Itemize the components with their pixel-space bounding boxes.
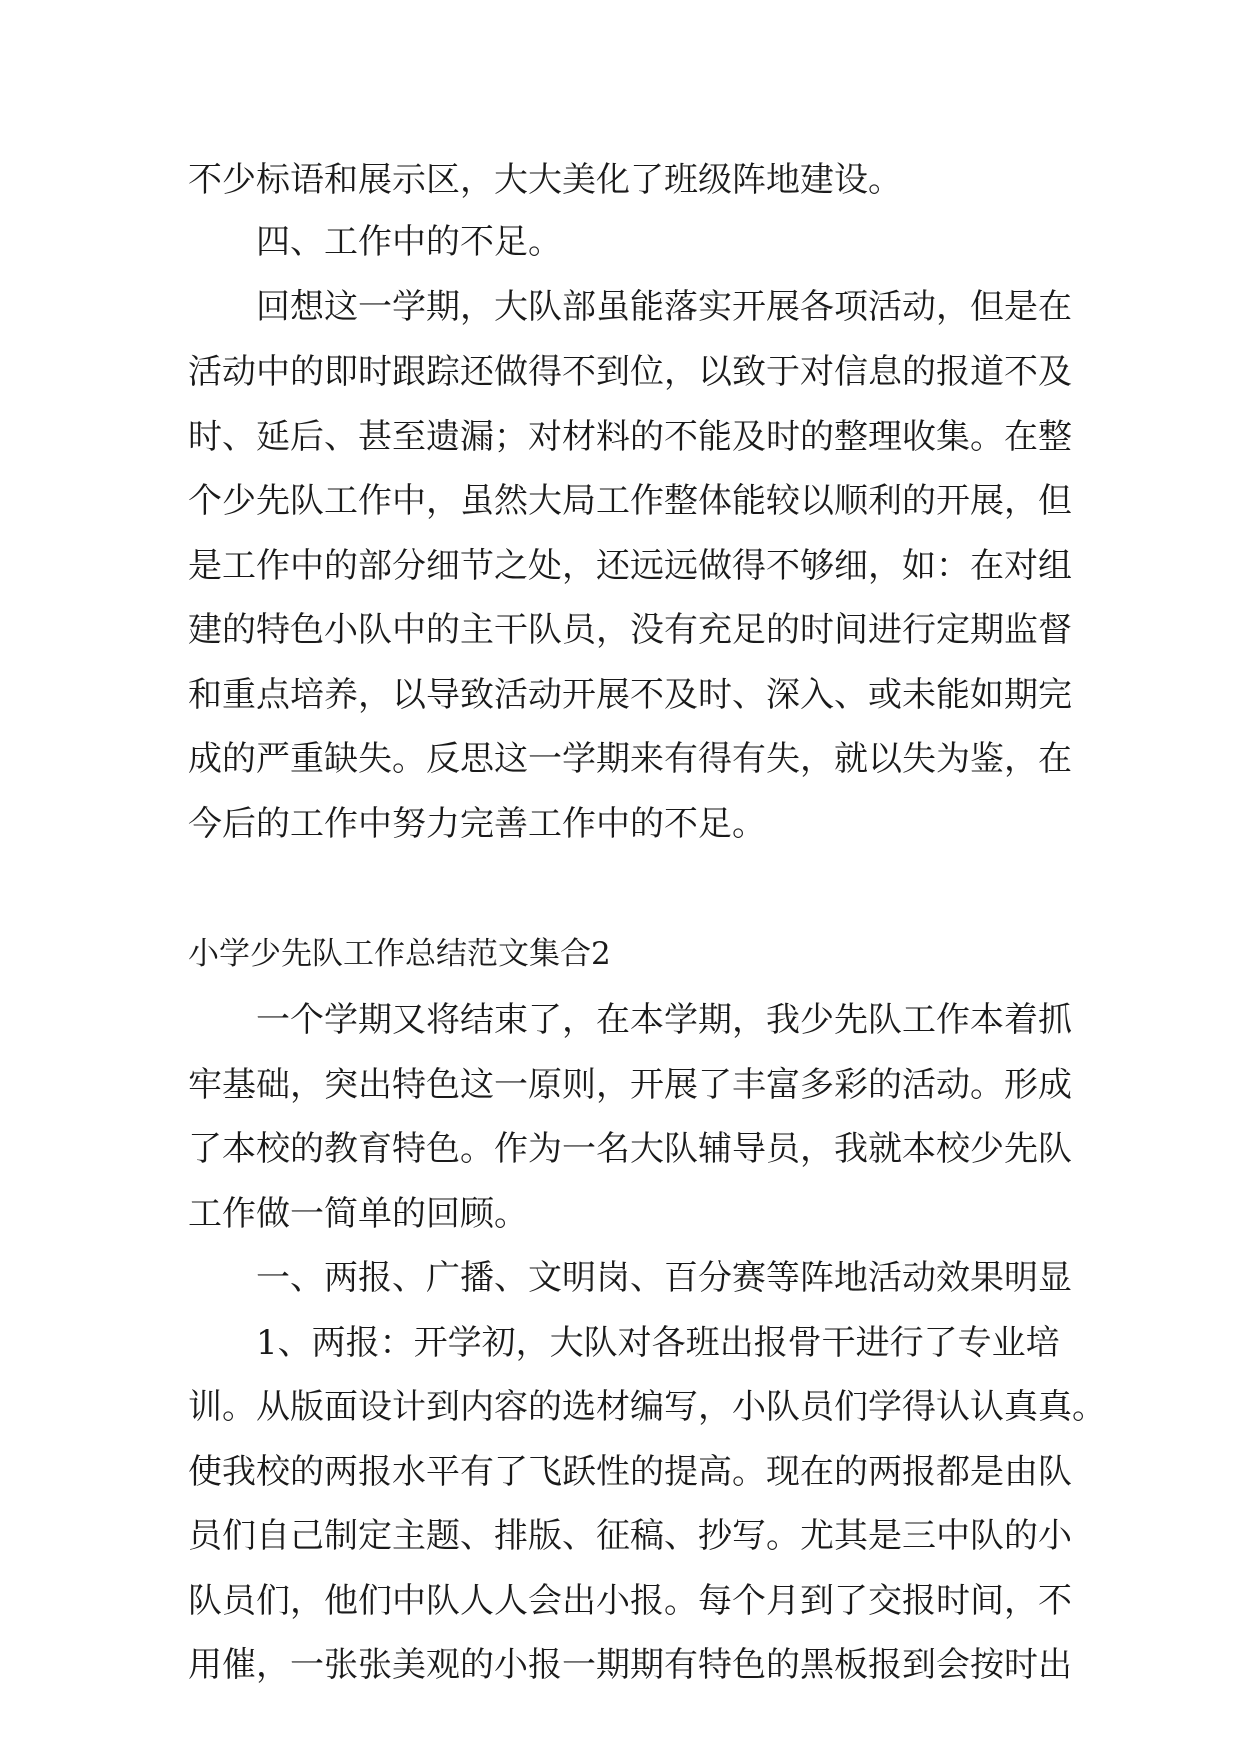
paragraph-line: 训。从版面设计到内容的选材编写，小队员们学得认认真真。 bbox=[188, 1387, 1106, 1427]
paragraph-line: 一个学期又将结束了，在本学期，我少先队工作本着抓 bbox=[256, 1000, 1072, 1040]
paragraph-line: 和重点培养，以导致活动开展不及时、深入、或未能如期完 bbox=[188, 675, 1072, 715]
paragraph-line: 时、延后、甚至遗漏；对材料的不能及时的整理收集。在整 bbox=[188, 417, 1072, 457]
paragraph-line: 队员们，他们中队人人会出小报。每个月到了交报时间，不 bbox=[188, 1581, 1072, 1621]
paragraph-line: 用催，一张张美观的小报一期期有特色的黑板报到会按时出 bbox=[188, 1645, 1072, 1685]
paragraph-line: 成的严重缺失。反思这一学期来有得有失，就以失为鉴，在 bbox=[188, 739, 1072, 779]
paragraph-line: 今后的工作中努力完善工作中的不足。 bbox=[188, 804, 766, 844]
paragraph-line: 建的特色小队中的主干队员，没有充足的时间进行定期监督 bbox=[188, 610, 1072, 650]
paragraph-line: 不少标语和展示区，大大美化了班级阵地建设。 bbox=[188, 160, 902, 200]
paragraph-line: 了本校的教育特色。作为一名大队辅导员，我就本校少先队 bbox=[188, 1129, 1072, 1169]
paragraph-line: 使我校的两报水平有了飞跃性的提高。现在的两报都是由队 bbox=[188, 1452, 1072, 1492]
paragraph-line: 是工作中的部分细节之处，还远远做得不够细，如：在对组 bbox=[188, 546, 1072, 586]
paragraph-line: 1、两报：开学初，大队对各班出报骨干进行了专业培 bbox=[256, 1323, 1060, 1363]
paragraph-line: 工作做一简单的回顾。 bbox=[188, 1194, 528, 1234]
section-heading-shortcomings: 四、工作中的不足。 bbox=[256, 222, 562, 262]
section-heading-activities: 一、两报、广播、文明岗、百分赛等阵地活动效果明显 bbox=[256, 1258, 1072, 1298]
paragraph-line: 个少先队工作中，虽然大局工作整体能较以顺利的开展，但 bbox=[188, 481, 1072, 521]
paragraph-line: 活动中的即时跟踪还做得不到位，以致于对信息的报道不及 bbox=[188, 352, 1072, 392]
paragraph-line: 牢基础，突出特色这一原则，开展了丰富多彩的活动。形成 bbox=[188, 1065, 1072, 1105]
paragraph-line: 员们自己制定主题、排版、征稿、抄写。尤其是三中队的小 bbox=[188, 1516, 1072, 1556]
article-title: 小学少先队工作总结范文集合2 bbox=[188, 936, 611, 972]
paragraph-line: 回想这一学期，大队部虽能落实开展各项活动，但是在 bbox=[256, 287, 1072, 327]
